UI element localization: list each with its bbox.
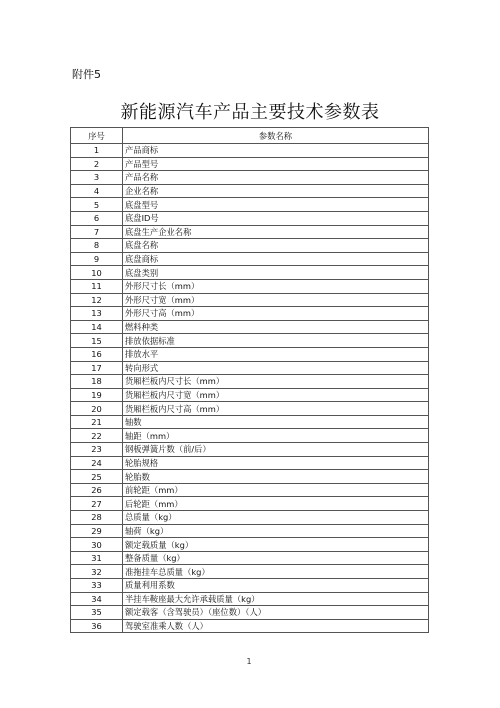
row-parameter-name: 额定载客（含驾驶员）（座位数）（人）	[123, 606, 429, 620]
row-parameter-name: 排放依据标准	[123, 334, 429, 348]
row-index: 1	[71, 144, 123, 158]
table-row	[71, 157, 429, 171]
table-row	[71, 184, 429, 198]
row-parameter-name: 底盘生产企业名称	[123, 225, 429, 239]
parameter-table	[70, 127, 429, 633]
table-row	[71, 279, 429, 293]
table-row	[71, 361, 429, 375]
row-index: 4	[71, 184, 123, 198]
row-parameter-name: 总质量（kg）	[123, 511, 429, 525]
row-index: 19	[71, 388, 123, 402]
page-number: 1	[246, 657, 252, 666]
row-index: 12	[71, 293, 123, 307]
table-row	[71, 470, 429, 484]
row-index: 36	[71, 619, 123, 633]
row-parameter-name: 企业名称	[123, 184, 429, 198]
table-row	[71, 320, 429, 334]
row-parameter-name: 排放水平	[123, 347, 429, 361]
row-parameter-name: 外形尺寸宽（mm）	[123, 293, 429, 307]
row-index: 9	[71, 252, 123, 266]
table-row	[71, 252, 429, 266]
row-parameter-name: 轴数	[123, 415, 429, 429]
row-index: 22	[71, 429, 123, 443]
table-row	[71, 538, 429, 552]
row-index: 6	[71, 211, 123, 225]
table-row	[71, 144, 429, 158]
row-parameter-name: 底盘ID号	[123, 211, 429, 225]
row-parameter-name: 底盘类别	[123, 266, 429, 280]
table-row	[71, 579, 429, 593]
row-parameter-name: 产品商标	[123, 144, 429, 158]
row-index: 30	[71, 538, 123, 552]
header-parameter-name: 参数名称	[123, 128, 429, 144]
table-row	[71, 497, 429, 511]
table-row	[71, 375, 429, 389]
table-row	[71, 443, 429, 457]
row-parameter-name: 轮胎数	[123, 470, 429, 484]
row-parameter-name: 底盘型号	[123, 198, 429, 212]
row-index: 20	[71, 402, 123, 416]
header-index: 序号	[71, 128, 123, 144]
table-row	[71, 225, 429, 239]
row-parameter-name: 钢板弹簧片数（前/后）	[123, 443, 429, 457]
table-row	[71, 592, 429, 606]
table-row	[71, 347, 429, 361]
table-row	[71, 429, 429, 443]
table-body	[71, 144, 429, 633]
row-index: 35	[71, 606, 123, 620]
table-header	[71, 128, 429, 144]
row-parameter-name: 后轮距（mm）	[123, 497, 429, 511]
row-parameter-name: 整备质量（kg）	[123, 551, 429, 565]
table-row	[71, 293, 429, 307]
table-row	[71, 619, 429, 633]
row-index: 21	[71, 415, 123, 429]
row-parameter-name: 轮胎规格	[123, 456, 429, 470]
table-row	[71, 456, 429, 470]
row-index: 16	[71, 347, 123, 361]
row-index: 24	[71, 456, 123, 470]
table-row	[71, 551, 429, 565]
row-index: 10	[71, 266, 123, 280]
row-index: 14	[71, 320, 123, 334]
row-parameter-name: 轴荷（kg）	[123, 524, 429, 538]
row-index: 26	[71, 483, 123, 497]
row-parameter-name: 准拖挂车总质量（kg）	[123, 565, 429, 579]
document-title: 新能源汽车产品主要技术参数表	[120, 102, 380, 123]
row-index: 5	[71, 198, 123, 212]
row-parameter-name: 质量利用系数	[123, 579, 429, 593]
row-parameter-name: 额定载质量（kg）	[123, 538, 429, 552]
table-row	[71, 334, 429, 348]
header-row	[71, 128, 429, 144]
table-row	[71, 211, 429, 225]
table-row	[71, 266, 429, 280]
row-parameter-name: 底盘名称	[123, 239, 429, 253]
row-index: 8	[71, 239, 123, 253]
table-row	[71, 606, 429, 620]
row-index: 32	[71, 565, 123, 579]
row-index: 28	[71, 511, 123, 525]
row-parameter-name: 转向形式	[123, 361, 429, 375]
table-row	[71, 307, 429, 321]
row-parameter-name: 前轮距（mm）	[123, 483, 429, 497]
row-index: 3	[71, 171, 123, 185]
row-index: 34	[71, 592, 123, 606]
row-index: 13	[71, 307, 123, 321]
table-row	[71, 565, 429, 579]
table-row	[71, 483, 429, 497]
row-parameter-name: 驾驶室准乘人数（人）	[123, 619, 429, 633]
row-index: 17	[71, 361, 123, 375]
table-row	[71, 171, 429, 185]
row-index: 2	[71, 157, 123, 171]
row-index: 29	[71, 524, 123, 538]
row-parameter-name: 货厢栏板内尺寸高（mm）	[123, 402, 429, 416]
row-parameter-name: 产品名称	[123, 171, 429, 185]
row-parameter-name: 半挂车鞍座最大允许承载质量（kg）	[123, 592, 429, 606]
row-index: 15	[71, 334, 123, 348]
row-index: 27	[71, 497, 123, 511]
table-row	[71, 198, 429, 212]
row-parameter-name: 产品型号	[123, 157, 429, 171]
row-parameter-name: 底盘商标	[123, 252, 429, 266]
row-parameter-name: 轴距（mm）	[123, 429, 429, 443]
row-parameter-name: 外形尺寸高（mm）	[123, 307, 429, 321]
table-row	[71, 239, 429, 253]
row-parameter-name: 外形尺寸长（mm）	[123, 279, 429, 293]
row-index: 23	[71, 443, 123, 457]
table-row	[71, 415, 429, 429]
row-parameter-name: 货厢栏板内尺寸宽（mm）	[123, 388, 429, 402]
row-index: 25	[71, 470, 123, 484]
row-parameter-name: 货厢栏板内尺寸长（mm）	[123, 375, 429, 389]
table-row	[71, 511, 429, 525]
table-row	[71, 402, 429, 416]
attachment-label: 附件5	[72, 68, 101, 81]
row-index: 31	[71, 551, 123, 565]
row-parameter-name: 燃料种类	[123, 320, 429, 334]
row-index: 11	[71, 279, 123, 293]
table-row	[71, 524, 429, 538]
row-index: 18	[71, 375, 123, 389]
row-index: 7	[71, 225, 123, 239]
row-index: 33	[71, 579, 123, 593]
table-row	[71, 388, 429, 402]
